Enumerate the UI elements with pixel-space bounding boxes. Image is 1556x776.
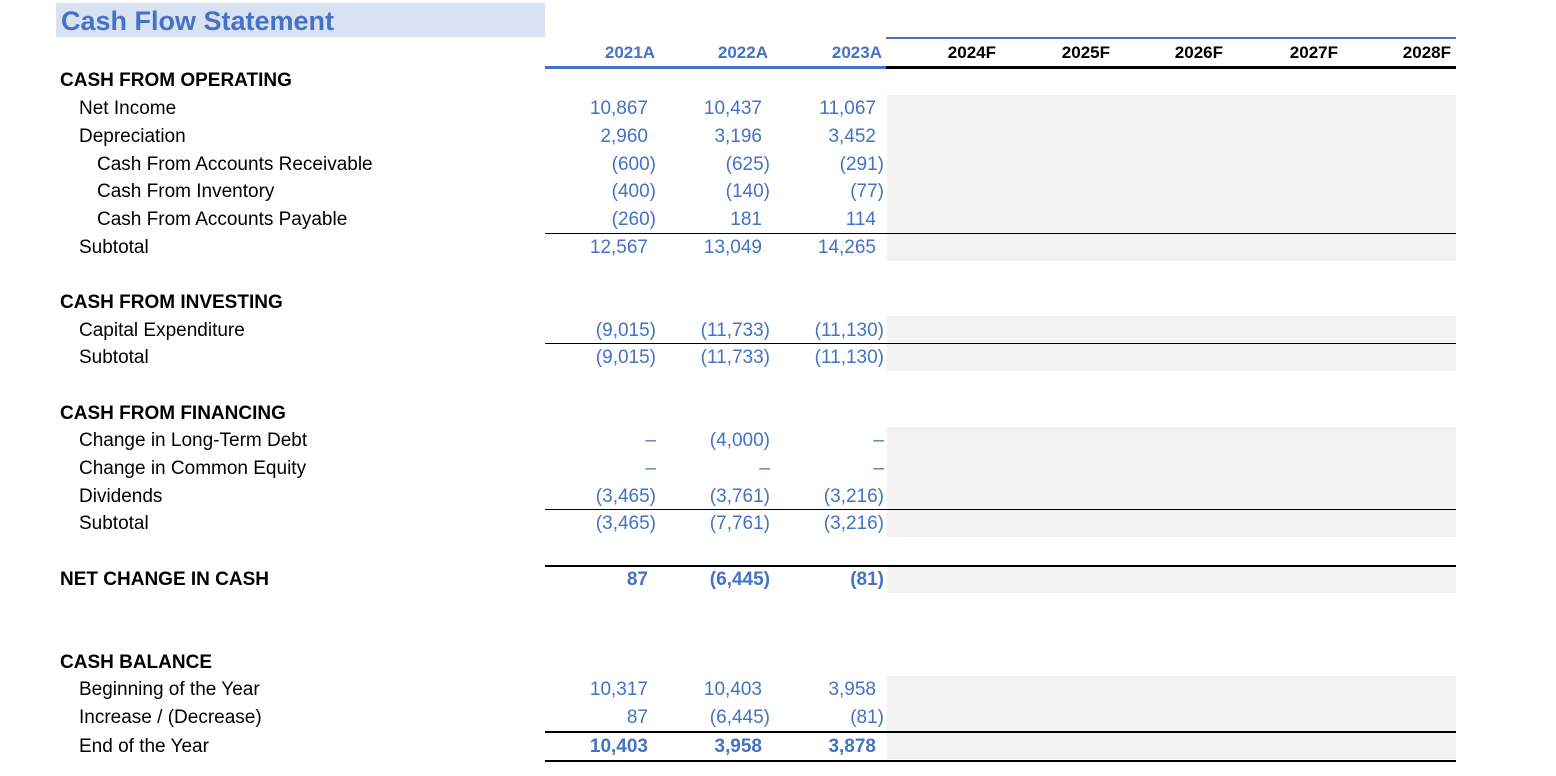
- cell-net-change-2023: (81): [850, 569, 884, 590]
- cell-capex-2023: (11,130): [814, 320, 884, 341]
- header-top-rule: [886, 37, 1456, 39]
- subtotal-rule-investing: [545, 343, 1456, 344]
- cell-dividends-2023: (3,216): [823, 486, 884, 507]
- header-rule-actual: [545, 66, 886, 69]
- forecast-shade-net: [887, 566, 1456, 593]
- section-header-cash-balance: CASH BALANCE: [60, 652, 212, 673]
- cell-inventory-2021: (400): [611, 181, 656, 202]
- cell-net-change-2022: (6,445): [709, 569, 770, 590]
- cell-beginning-2021: 10,317: [589, 679, 648, 700]
- row-label-net-income: Net Income: [79, 98, 177, 119]
- cell-dividends-2021: (3,465): [595, 486, 656, 507]
- cell-ar-2023: (291): [839, 154, 884, 175]
- col-header-2028F: 2028F: [1402, 43, 1451, 62]
- end-year-rule: [545, 731, 1456, 733]
- row-label-common-equity: Change in Common Equity: [79, 458, 307, 479]
- forecast-shade-operating: [887, 95, 1456, 261]
- cell-ltd-2021: –: [645, 430, 656, 451]
- row-label-dividends: Dividends: [79, 486, 163, 507]
- col-header-2024F: 2024F: [947, 43, 996, 62]
- page-title: Cash Flow Statement: [61, 6, 335, 36]
- cell-increase-2022: (6,445): [709, 707, 770, 728]
- cell-end-2023: 3,878: [828, 736, 876, 757]
- cell-inventory-2023: (77): [850, 181, 884, 202]
- col-header-2023A: 2023A: [831, 43, 882, 62]
- row-label-accounts-payable: Cash From Accounts Payable: [97, 209, 348, 230]
- row-label-financing-subtotal: Subtotal: [79, 513, 149, 534]
- cell-increase-2021: 87: [626, 707, 648, 728]
- cell-equity-2023: –: [873, 458, 884, 479]
- row-label-inventory: Cash From Inventory: [97, 181, 275, 202]
- col-header-2022A: 2022A: [717, 43, 768, 62]
- cell-dividends-2022: (3,761): [709, 486, 770, 507]
- cell-capex-2021: (9,015): [595, 320, 656, 341]
- cell-depreciation-2023: 3,452: [828, 126, 876, 147]
- col-header-2027F: 2027F: [1289, 43, 1338, 62]
- cell-investing-subtotal-2023: (11,130): [814, 347, 884, 368]
- forecast-shade-financing: [887, 427, 1456, 537]
- end-year-bottom-rule: [545, 760, 1456, 762]
- section-header-operating: CASH FROM OPERATING: [60, 70, 292, 91]
- cell-beginning-2022: 10,403: [703, 679, 762, 700]
- row-label-operating-subtotal: Subtotal: [79, 237, 149, 258]
- section-header-investing: CASH FROM INVESTING: [60, 292, 283, 313]
- cell-depreciation-2021: 2,960: [600, 126, 648, 147]
- cell-ap-2023: 114: [845, 209, 876, 230]
- cell-net-income-2021: 10,867: [589, 98, 648, 119]
- cell-beginning-2023: 3,958: [828, 679, 876, 700]
- cell-equity-2022: –: [759, 458, 770, 479]
- cell-capex-2022: (11,733): [700, 320, 770, 341]
- section-header-financing: CASH FROM FINANCING: [60, 403, 286, 424]
- cell-operating-subtotal-2022: 13,049: [703, 237, 762, 258]
- cell-equity-2021: –: [645, 458, 656, 479]
- cell-investing-subtotal-2022: (11,733): [700, 347, 770, 368]
- row-label-capex: Capital Expenditure: [79, 320, 245, 341]
- row-label-long-term-debt: Change in Long-Term Debt: [79, 430, 308, 451]
- cell-financing-subtotal-2022: (7,761): [709, 513, 770, 534]
- col-header-2021A: 2021A: [604, 43, 655, 62]
- row-label-end-year: End of the Year: [79, 736, 209, 757]
- subtotal-rule-financing: [545, 509, 1456, 510]
- cell-net-change-2021: 87: [626, 569, 648, 590]
- col-header-2026F: 2026F: [1174, 43, 1223, 62]
- cell-increase-2023: (81): [850, 707, 884, 728]
- cell-operating-subtotal-2021: 12,567: [589, 237, 648, 258]
- row-label-increase-decrease: Increase / (Decrease): [79, 707, 262, 728]
- row-label-accounts-receivable: Cash From Accounts Receivable: [97, 154, 373, 175]
- cell-investing-subtotal-2021: (9,015): [595, 347, 656, 368]
- cell-ar-2022: (625): [725, 154, 770, 175]
- cell-financing-subtotal-2023: (3,216): [823, 513, 884, 534]
- cell-end-2021: 10,403: [589, 736, 648, 757]
- cell-ltd-2022: (4,000): [709, 430, 770, 451]
- cell-ar-2021: (600): [611, 154, 656, 175]
- cell-inventory-2022: (140): [725, 181, 770, 202]
- col-header-2025F: 2025F: [1061, 43, 1110, 62]
- row-label-beginning-year: Beginning of the Year: [79, 679, 260, 700]
- cell-financing-subtotal-2021: (3,465): [595, 513, 656, 534]
- cell-depreciation-2022: 3,196: [714, 126, 762, 147]
- cell-ltd-2023: –: [873, 430, 884, 451]
- row-label-investing-subtotal: Subtotal: [79, 347, 149, 368]
- net-change-rule: [545, 565, 1456, 567]
- row-label-depreciation: Depreciation: [79, 126, 186, 147]
- cell-ap-2022: 181: [730, 209, 762, 230]
- cell-end-2022: 3,958: [714, 736, 762, 757]
- subtotal-rule-operating: [545, 233, 1456, 234]
- cell-net-income-2023: 11,067: [819, 98, 876, 119]
- section-header-net-change: NET CHANGE IN CASH: [60, 569, 270, 590]
- cell-net-income-2022: 10,437: [703, 98, 762, 119]
- cell-operating-subtotal-2023: 14,265: [817, 237, 876, 258]
- header-rule-forecast: [886, 66, 1456, 69]
- cell-ap-2021: (260): [611, 209, 656, 230]
- forecast-shade-balance: [887, 676, 1456, 759]
